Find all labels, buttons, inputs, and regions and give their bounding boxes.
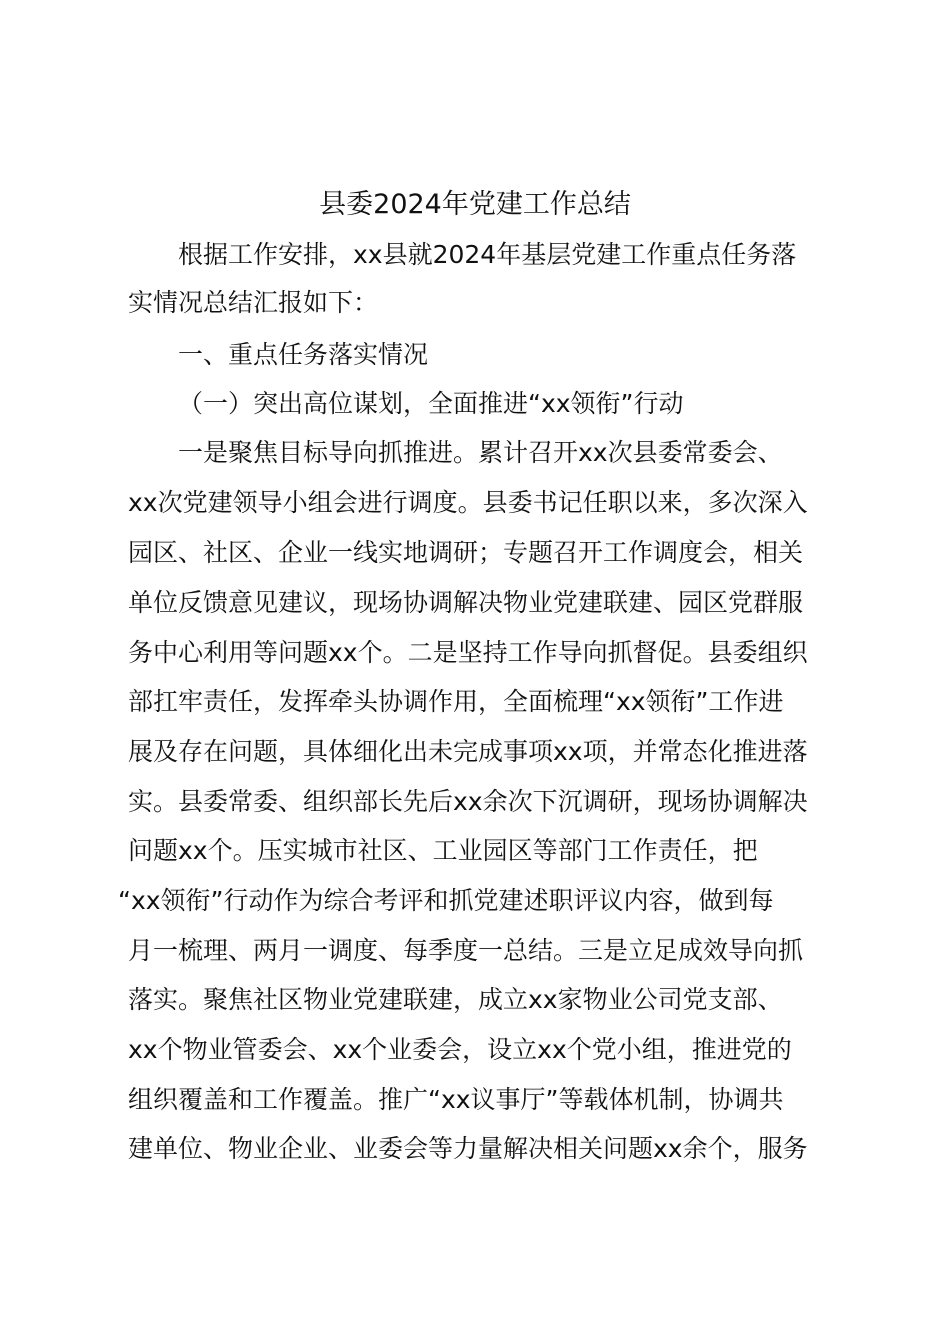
paragraph-line: 实。县委常委、组织部长先后xx余次下沉调研，现场协调解决 xyxy=(128,787,808,816)
paragraph-line: “xx领衔”行动作为综合考评和抓党建述职评议内容，做到每 xyxy=(118,886,774,915)
paragraph-line: 部扛牢责任，发挥牵头协调作用，全面梳理“xx领衔”工作进 xyxy=(128,687,784,716)
paragraph-line: 建单位、物业企业、业委会等力量解决相关问题xx余个，服务 xyxy=(128,1134,808,1163)
section-heading: 一、重点任务落实情况 xyxy=(178,340,429,369)
paragraph-line: xx次党建领导小组会进行调度。县委书记任职以来，多次深入 xyxy=(128,488,808,517)
paragraph-line: 月一梳理、两月一调度、每季度一总结。三是立足成效导向抓 xyxy=(128,936,804,965)
paragraph-line: 问题xx个。压实城市社区、工业园区等部门工作责任，把 xyxy=(128,836,758,865)
paragraph-line: 实情况总结汇报如下： xyxy=(128,288,379,317)
paragraph-line: 组织覆盖和工作覆盖。推广“xx议事厅”等载体机制，协调共 xyxy=(128,1085,784,1114)
paragraph-line: 展及存在问题，具体细化出未完成事项xx项，并常态化推进落 xyxy=(128,737,808,766)
subsection-heading: （一）突出高位谋划，全面推进“xx领衔”行动 xyxy=(178,389,684,418)
document-title: 县委2024年党建工作总结 xyxy=(319,189,631,220)
paragraph-line: 单位反馈意见建议，现场协调解决物业党建联建、园区党群服 xyxy=(128,588,804,617)
paragraph-line: 务中心利用等问题xx个。二是坚持工作导向抓督促。县委组织 xyxy=(128,638,808,667)
paragraph-line: 根据工作安排，xx县就2024年基层党建工作重点任务落 xyxy=(178,240,797,269)
paragraph-line: 一是聚焦目标导向抓推进。累计召开xx次县委常委会、 xyxy=(178,438,783,467)
paragraph-line: xx个物业管委会、xx个业委会，设立xx个党小组，推进党的 xyxy=(128,1035,792,1064)
paragraph-line: 园区、社区、企业一线实地调研；专题召开工作调度会，相关 xyxy=(128,538,804,567)
paragraph-line: 落实。聚焦社区物业党建联建，成立xx家物业公司党支部、 xyxy=(128,985,783,1014)
